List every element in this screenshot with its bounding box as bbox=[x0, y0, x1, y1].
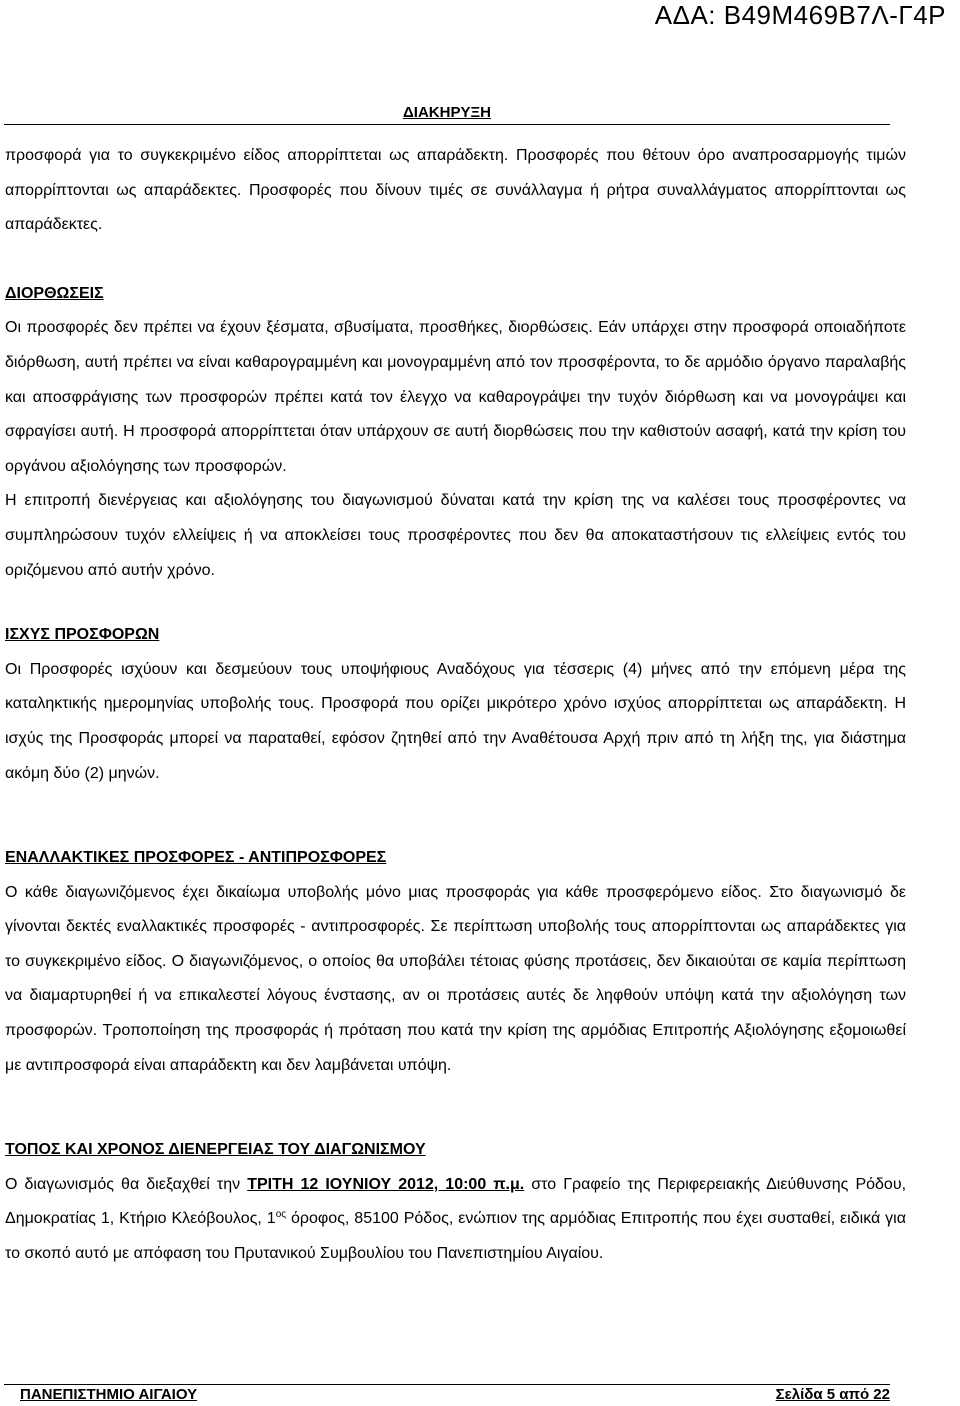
time-place-heading: ΤΟΠΟΣ ΚΑΙ ΧΡΟΝΟΣ ΔΙΕΝΕΡΓΕΙΑΣ ΤΟΥ ΔΙΑΓΩΝΙΣΜΟΥ bbox=[5, 1141, 426, 1159]
validity-paragraph: Οι Προσφορές ισχύουν και δεσμεύουν τους υποψήφιους Αναδόχους για τέσσερις (4) μήνες από την επόμενη μέρα της καταληκτικής ημερομηνίας υποβολής τους. Προσφορά που ορίζει μικρότερο χρόνο ισχύος απορρίπτεται ως απαράδεκτη. Η ισχύς της Προσφοράς μπορεί να παραταθεί, εφόσον ζητηθεί από την Αναθέτουσα Αρχή πριν από τη λήξη της, για διάστημα ακόμη δύο (2) μηνών. bbox=[5, 660, 906, 782]
validity-heading: ΙΣΧΥΣ ΠΡΟΣΦΟΡΩΝ bbox=[5, 626, 160, 644]
footer-institution: ΠΑΝΕΠΙΣΤΗΜΙΟ ΑΙΓΑΙΟΥ bbox=[20, 1386, 198, 1403]
time-place-paragraph bbox=[5, 1168, 906, 1272]
document-body bbox=[5, 139, 906, 1272]
header-rule bbox=[4, 124, 890, 125]
document-header-title: ΔΙΑΚΗΡΥΞΗ bbox=[403, 104, 491, 121]
alternatives-heading: ΕΝΑΛΛΑΚΤΙΚΕΣ ΠΡΟΣΦΟΡΕΣ - ΑΝΤΙΠΡΟΣΦΟΡΕΣ bbox=[5, 849, 387, 867]
time-place-text-after: όροφος, 85100 Ρόδος, ενώπιον της αρμόδιας Επιτροπής που έχει συσταθεί, ειδικά για το σκοπό αυτό με απόφαση του Πρυτανικού Συμβουλίου του Πανεπιστημίου Αιγαίου. bbox=[5, 1210, 906, 1263]
corrections-paragraph-2: Η επιτροπή διενέργειας και αξιολόγησης του διαγωνισμού δύναται κατά την κρίση της να καλέσει τους προσφέροντες να συμπληρώσουν τυχόν ελλείψεις ή να αποκλείσει τους προσφέροντες που δεν θα αποκαταστήσουν τις ελλείψεις εντός του οριζόμενου από αυτήν χρόνο. bbox=[5, 492, 906, 579]
corrections-heading: ΔΙΟΡΘΩΣΕΙΣ bbox=[5, 284, 104, 302]
time-place-text-middle: στο Γραφείο της Περιφερειακής Διεύθυνσης Ρόδου, Δημοκρατίας 1, Κτήριο Κλεόβουλος, 1 bbox=[5, 1175, 907, 1228]
footer-page-number: Σελίδα 5 από 22 bbox=[775, 1386, 890, 1403]
tender-date-time: ΤΡΙΤΗ 12 ΙΟΥΝΙΟΥ 2012, 10:00 π.μ. bbox=[247, 1175, 525, 1193]
spacer bbox=[5, 588, 906, 618]
intro-paragraph: προσφορά για το συγκεκριμένο είδος απορρίπτεται ως απαράδεκτη. Προσφορές που θέτουν όρο αναπροσαρμογής τιμών απορρίπτονται ως απαράδεκτες. Προσφορές που δίνουν τιμές σε συνάλλαγμα ή ρήτρα συναλλάγματος απορρίπτονται ως απαράδεκτες. bbox=[5, 147, 906, 234]
spacer bbox=[5, 1083, 906, 1133]
time-place-text-before: Ο διαγωνισμός θα διεξαχθεί την bbox=[5, 1175, 248, 1193]
corrections-paragraph-1: Οι προσφορές δεν πρέπει να έχουν ξέσματα, σβυσίματα, προσθήκες, διορθώσεις. Εάν υπάρχει στην προσφορά οποιαδήποτε διόρθωση, αυτή πρέπει να είναι καθαρογραμμένη και μονογραμμένη από τον προσφέροντα, το δε αρμόδιο όργανο παραλαβής και αποσφράγισης των προσφορών πρέπει κατά τον έλεγχο να καθαρογράψει την τυχόν διόρθωση και να μονογράψει και σφραγίσει αυτή. Η προσφορά απορρίπτεται όταν υπάρχουν σε αυτή διορθώσεις που την καθιστούν ασαφή, κατά την κρίση του οργάνου αξιολόγησης των προσφορών. bbox=[5, 319, 906, 475]
floor-ordinal-suffix: ος bbox=[275, 1209, 287, 1221]
footer-rule bbox=[4, 1384, 890, 1385]
spacer bbox=[5, 791, 906, 841]
alternatives-paragraph: Ο κάθε διαγωνιζόμενος έχει δικαίωμα υποβολής μόνο μιας προσφοράς για κάθε προσφερόμενο είδος. Στο διαγωνισμό δε γίνονται δεκτές εναλλακτικές προσφορές - αντιπροσφορές. Σε περίπτωση υποβολής τους απορρίπτονται ως απαράδεκτες για το συγκεκριμένο είδος. Ο διαγωνιζόμενος, ο οποίος θα υποβάλει τέτοιας φύσης προτάσεις, δεν δικαιούται σε καμία περίπτωση να διαμαρτυρηθεί ή να επικαλεστεί λόγους ένστασης, αν οι προτάσεις αυτές δε ληφθούν υπόψη κατά την αξιολόγηση των προσφορών. Τροποποίηση της προσφοράς ή πρόταση που κατά την κρίση της αρμόδιας Επιτροπής Αξιολόγησης εξομοιωθεί με αντιπροσφορά είναι απαράδεκτη και δεν λαμβάνεται υπόψη. bbox=[5, 883, 906, 1074]
spacer bbox=[5, 243, 906, 277]
ada-code: ΑΔΑ: Β49Μ469Β7Λ-Γ4Ρ bbox=[654, 0, 946, 30]
